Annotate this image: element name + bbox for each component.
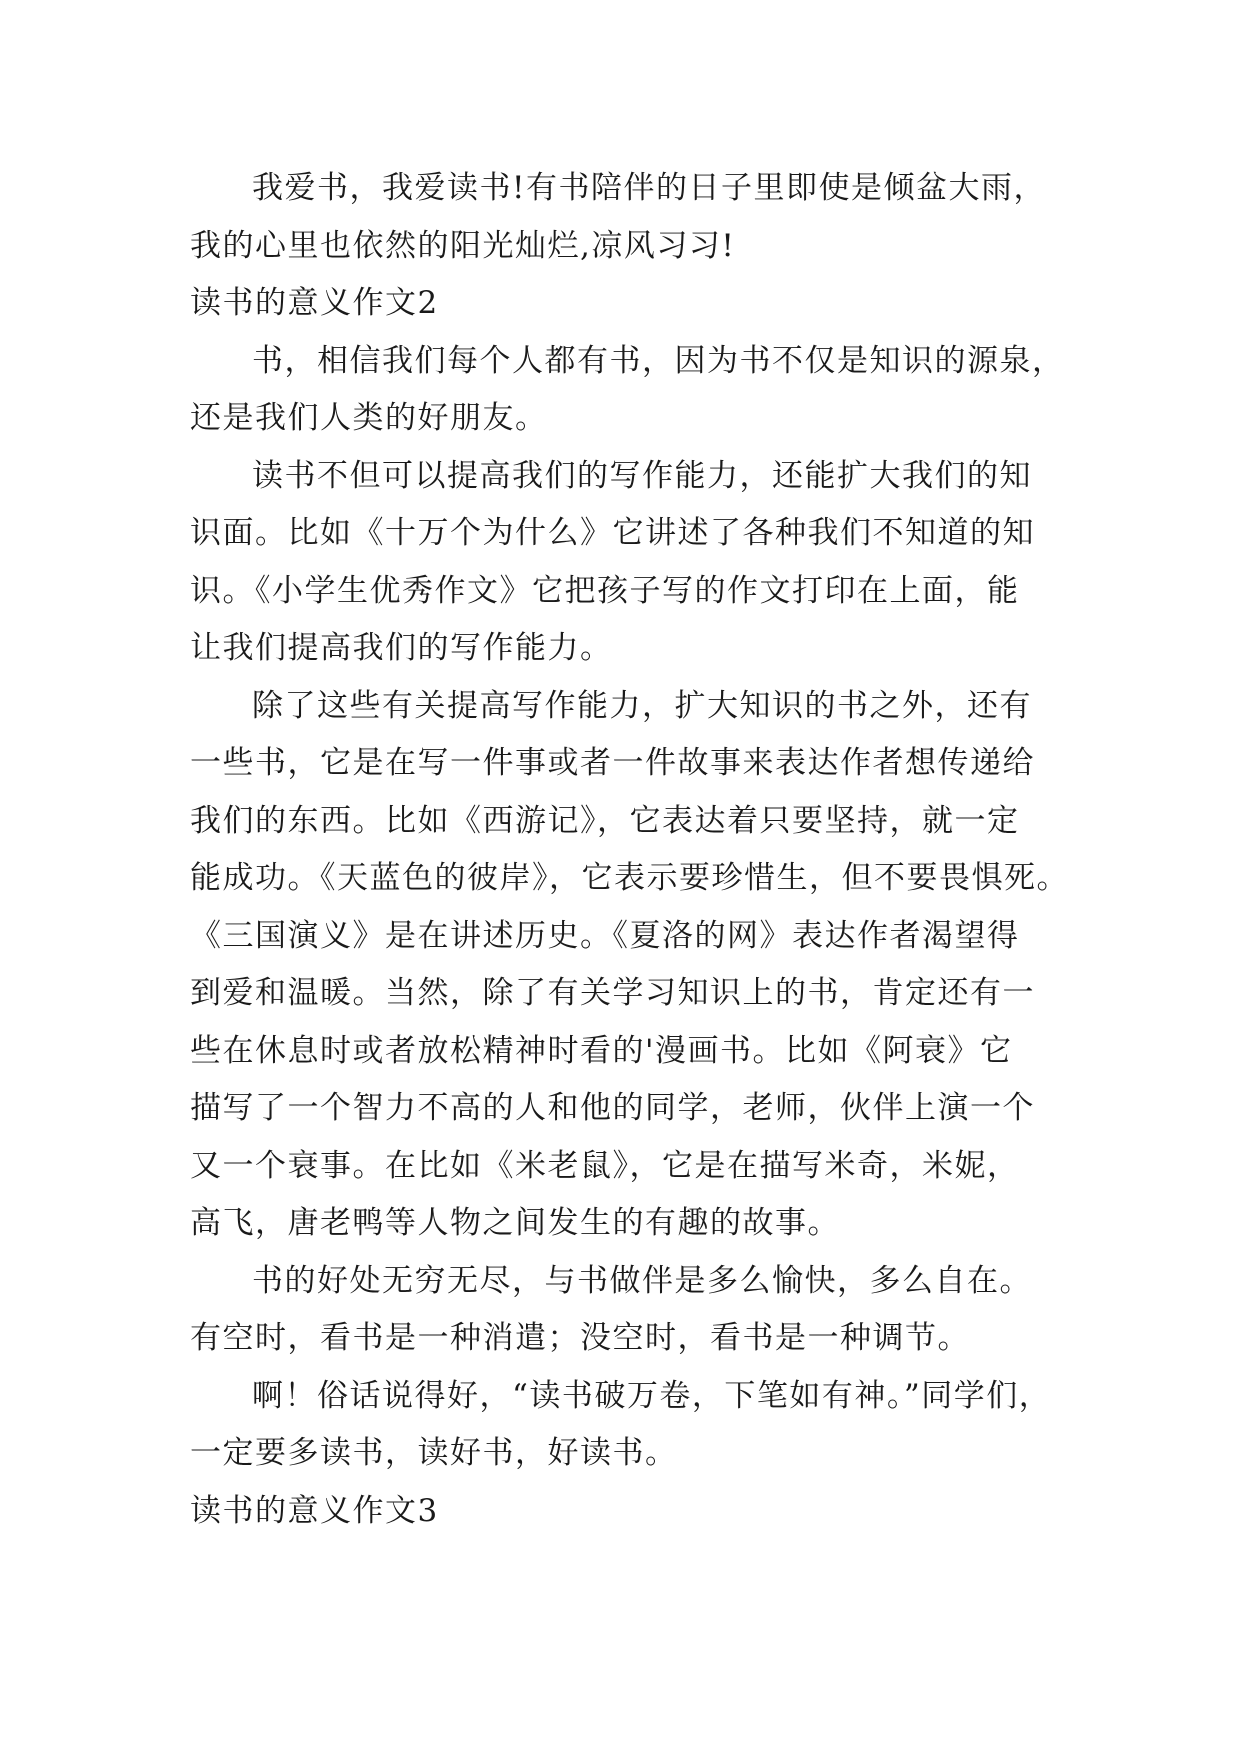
- paragraph: [190, 448, 1060, 678]
- text-line: 读书不但可以提高我们的写作能力，还能扩大我们的知: [252, 457, 1032, 494]
- text-line: 有空时，看书是一种消遣；没空时，看书是一种调节。: [190, 1320, 970, 1356]
- text-line: 让我们提高我们的写作能力。: [190, 630, 613, 666]
- text-line: 除了这些有关提高写作能力，扩大知识的书之外，还有: [252, 687, 1032, 724]
- text-line: 到爱和温暖。当然，除了有关学习知识上的书，肯定还有一: [190, 975, 1035, 1011]
- text-line: 书，相信我们每个人都有书，因为书不仅是知识的源泉，: [252, 342, 1065, 379]
- text-line: 识面。比如《十万个为什么》它讲述了各种我们不知道的知: [190, 515, 1035, 551]
- paragraph: [190, 1368, 1060, 1483]
- text-line: 高飞，唐老鸭等人物之间发生的有趣的故事。: [190, 1205, 840, 1241]
- text-line: 描写了一个智力不高的人和他的同学，老师，伙伴上演一个: [190, 1090, 1035, 1126]
- section-heading: 读书的意义作文3: [190, 1492, 439, 1529]
- text-line: 《三国演义》是在讲述历史。《夏洛的网》表达作者渴望得: [190, 917, 1020, 954]
- text-line: 我们的东西。比如《西游记》，它表达着只要坚持，就一定: [190, 802, 1020, 839]
- text-line: 我爱书，我爱读书!有书陪伴的日子里即使是倾盆大雨，: [252, 170, 1046, 206]
- text-line: 又一个衰事。在比如《米老鼠》，它是在描写米奇，米妮，: [190, 1147, 1020, 1184]
- document-body: [190, 160, 1069, 1540]
- paragraph: [190, 1253, 1060, 1368]
- text-line: 一些书，它是在写一件事或者一件故事来表达作者想传递给: [190, 745, 1035, 781]
- section-heading: 读书的意义作文2: [190, 285, 439, 321]
- paragraph: [190, 333, 1065, 448]
- text-line: 我的心里也依然的阳光灿烂,凉风习习!: [190, 227, 736, 264]
- text-line: 识。《小学生优秀作文》它把孩子写的作文打印在上面，能: [190, 572, 1020, 609]
- text-line: 能成功。《天蓝色的彼岸》，它表示要珍惜生，但不要畏惧死。: [190, 860, 1069, 896]
- text-line: 一定要多读书，读好书，好读书。: [190, 1435, 678, 1471]
- text-line: 啊！俗话说得好，“读书破万卷，下笔如有神。”同学们，: [252, 1377, 1052, 1414]
- paragraph: [190, 160, 1060, 275]
- paragraph: [190, 678, 1069, 1253]
- text-line: 书的好处无穷无尽，与书做伴是多么愉快，多么自在。: [252, 1262, 1032, 1299]
- text-line: 些在休息时或者放松精神时看的'漫画书。比如《阿衰》它: [190, 1032, 1013, 1069]
- text-line: 还是我们人类的好朋友。: [190, 400, 548, 436]
